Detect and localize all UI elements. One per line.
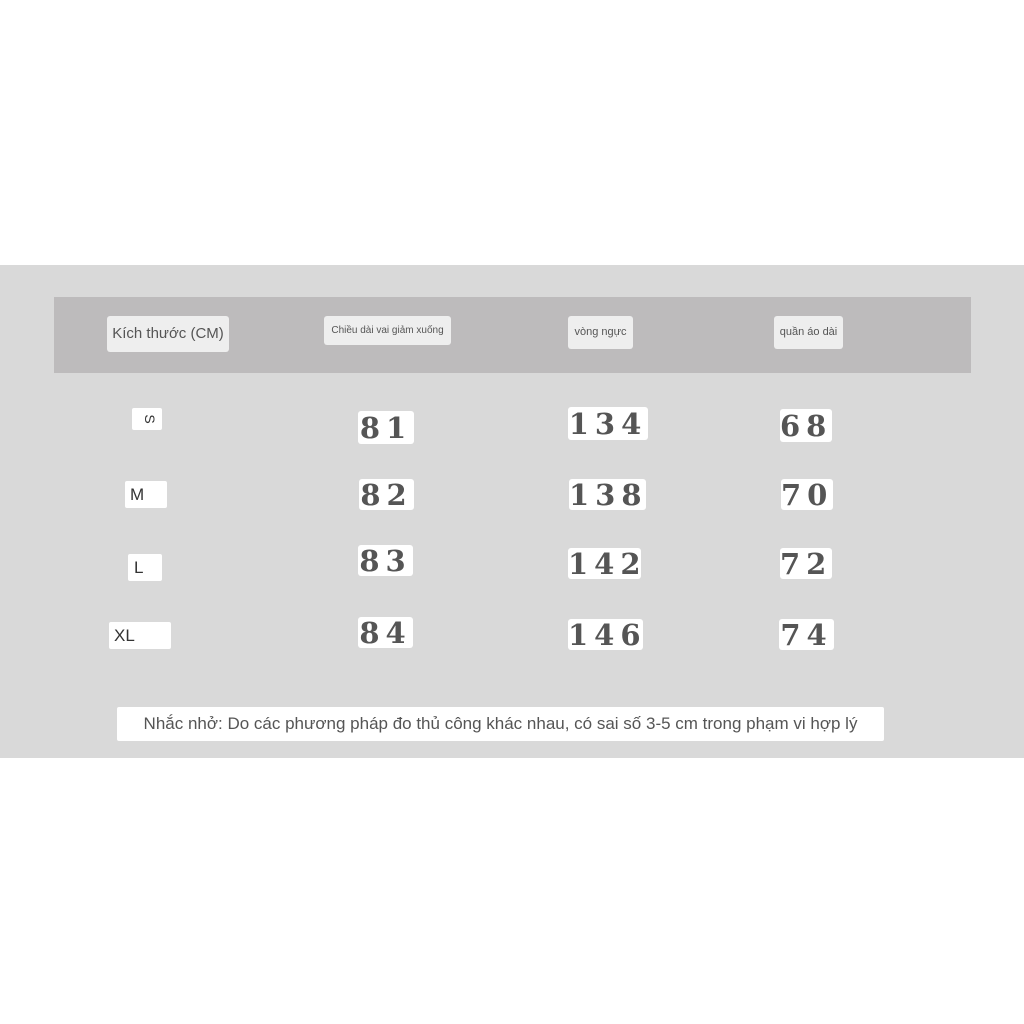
- length-value-xl: 74: [780, 618, 833, 652]
- length-value-s: 68: [780, 409, 833, 443]
- shoulder-value-xl: 84: [359, 616, 412, 650]
- length-value-l: 72: [780, 547, 833, 581]
- size-label-xl: XL: [109, 622, 171, 649]
- size-label-m: M: [125, 481, 167, 508]
- shoulder-value-l: 83: [359, 544, 412, 578]
- measurement-note: Nhắc nhở: Do các phương pháp đo thủ công khác nhau, có sai số 3-5 cm trong phạm vi hợp lý: [117, 707, 884, 741]
- shoulder-value-m: 82: [360, 478, 413, 512]
- header-size: Kích thước (CM): [107, 316, 229, 352]
- length-value-m: 70: [781, 478, 834, 512]
- shoulder-value-s: 81: [359, 411, 413, 445]
- header-shoulder-length: Chiều dài vai giảm xuống: [324, 316, 451, 345]
- chest-value-m: 138: [569, 478, 648, 512]
- chest-value-s: 134: [568, 407, 648, 441]
- size-label-l: L: [128, 554, 162, 581]
- chest-value-xl: 146: [568, 618, 647, 652]
- header-clothes-length: quần áo dài: [774, 316, 843, 349]
- header-chest: vòng ngực: [568, 316, 633, 349]
- chest-value-l: 142: [568, 547, 647, 581]
- size-label-s: S: [132, 408, 162, 430]
